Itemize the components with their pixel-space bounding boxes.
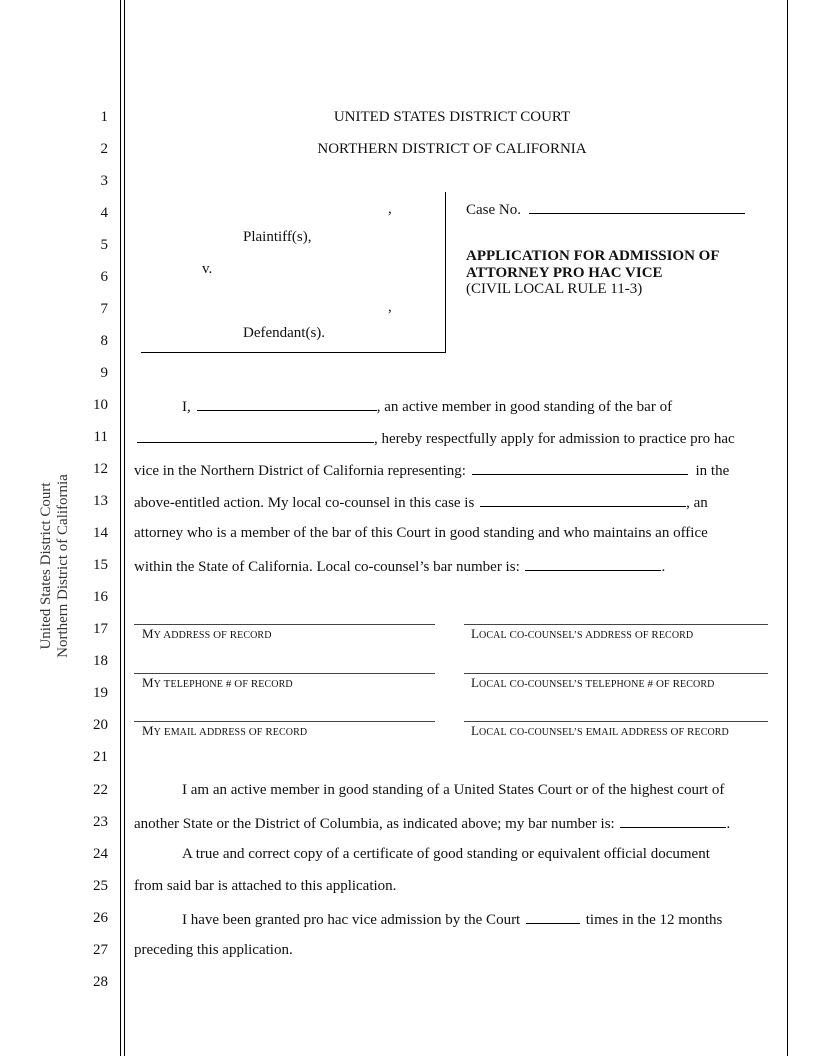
my-phone-label: MY TELEPHONE # OF RECORD [142, 675, 293, 690]
line-number: 9 [100, 365, 108, 381]
caption-divider-vertical [445, 192, 446, 352]
bar-jurisdiction-blank[interactable] [137, 428, 374, 443]
margin-court-line-1: United States District Court [38, 482, 54, 650]
line-number: 15 [93, 557, 108, 573]
line-number: 11 [93, 429, 108, 445]
body-line-26 [182, 909, 722, 929]
line-number: 2 [100, 141, 108, 157]
body-text: . [661, 559, 666, 575]
body-text: I, [182, 399, 191, 415]
case-number-field [466, 199, 745, 219]
body-text: , an active member in good standing of the bar of [376, 399, 673, 415]
case-number-blank[interactable] [529, 199, 745, 214]
line-number: 5 [100, 237, 108, 253]
body-line-24: A true and correct copy of a certificate of good standing or equivalent official document [182, 846, 710, 862]
body-text: above-entitled action. My local co-counsel in this case is [134, 495, 475, 511]
line-number: 21 [93, 749, 108, 765]
party-represented-blank[interactable] [472, 460, 688, 475]
line-number: 27 [93, 942, 108, 958]
line-number: 6 [100, 269, 108, 285]
line-number: 16 [93, 589, 108, 605]
body-text: vice in the Northern District of California representing: [134, 463, 466, 479]
court-district: NORTHERN DISTRICT OF CALIFORNIA [317, 141, 587, 157]
my-email-label: MY EMAIL ADDRESS OF RECORD [142, 723, 308, 738]
line-number: 22 [93, 782, 108, 798]
line-number: 12 [93, 461, 108, 477]
line-number: 19 [93, 685, 108, 701]
line-number: 1 [100, 109, 108, 125]
body-text: , hereby respectfully apply for admission to practice pro hac [374, 431, 735, 447]
line-number: 14 [93, 525, 108, 541]
line-number: 7 [100, 301, 108, 317]
body-line-22: I am an active member in good standing of a United States Court or of the highest court of [182, 782, 725, 798]
co-counsel-address-label: LOCAL CO-COUNSEL’S ADDRESS OF RECORD [471, 626, 694, 641]
body-text: times in the 12 months [585, 912, 723, 928]
line-number: 4 [100, 205, 108, 221]
line-number: 26 [93, 910, 108, 926]
body-line-12 [134, 460, 729, 480]
body-line-10 [182, 396, 672, 416]
body-text: in the [695, 463, 730, 479]
line-number: 18 [93, 653, 108, 669]
document-rule-reference: (CIVIL LOCAL RULE 11-3) [466, 281, 643, 297]
plaintiff-name-comma: , [388, 201, 392, 217]
plaintiff-label: Plaintiff(s), [243, 229, 312, 245]
line-number: 28 [93, 974, 108, 990]
my-address-line[interactable] [134, 624, 435, 625]
body-text: . [726, 816, 731, 832]
body-line-14: attorney who is a member of the bar of this Court in good standing and who maintains an office [134, 525, 708, 541]
body-line-23 [134, 813, 730, 833]
body-line-13 [134, 492, 708, 512]
versus-label: v. [202, 261, 213, 277]
body-text: another State or the District of Columbia, as indicated above; my bar number is: [134, 816, 615, 832]
margin-court-title [38, 461, 72, 671]
left-margin-rule-outer [120, 0, 121, 1056]
body-line-25: from said bar is attached to this application. [134, 878, 397, 894]
attorney-name-blank[interactable] [197, 396, 377, 411]
co-counsel-bar-number-blank[interactable] [525, 556, 661, 571]
defendant-name-comma: , [388, 299, 392, 315]
local-co-counsel-blank[interactable] [480, 492, 686, 507]
my-phone-line[interactable] [134, 673, 435, 674]
margin-court-line-2: Northern District of California [55, 474, 71, 658]
my-address-label: MY ADDRESS OF RECORD [142, 626, 272, 641]
line-number: 23 [93, 814, 108, 830]
line-number: 10 [93, 397, 108, 413]
my-email-line[interactable] [134, 721, 435, 722]
body-line-15 [134, 556, 665, 576]
my-bar-number-blank[interactable] [620, 813, 726, 828]
line-number: 24 [93, 846, 108, 862]
case-number-label: Case No. [466, 202, 521, 218]
right-margin-rule [787, 0, 788, 1056]
body-text: , an [686, 495, 708, 511]
document-title-line-2: ATTORNEY PRO HAC VICE [466, 265, 663, 281]
line-number: 13 [93, 493, 108, 509]
body-line-27: preceding this application. [134, 942, 293, 958]
document-title-line-1: APPLICATION FOR ADMISSION OF [466, 248, 720, 264]
co-counsel-phone-line[interactable] [464, 673, 768, 674]
co-counsel-address-line[interactable] [464, 624, 768, 625]
co-counsel-phone-label: LOCAL CO-COUNSEL’S TELEPHONE # OF RECORD [471, 675, 715, 690]
body-text: I have been granted pro hac vice admission by the Court [182, 912, 521, 928]
co-counsel-email-label: LOCAL CO-COUNSEL’S EMAIL ADDRESS OF RECORD [471, 723, 729, 738]
line-number: 8 [100, 333, 108, 349]
line-number: 20 [93, 717, 108, 733]
line-number: 25 [93, 878, 108, 894]
court-name: UNITED STATES DISTRICT COURT [333, 109, 571, 125]
admission-count-blank[interactable] [526, 909, 580, 924]
left-margin-rule-inner [124, 0, 125, 1056]
line-number: 3 [100, 173, 108, 189]
caption-divider-horizontal [141, 352, 446, 353]
defendant-label: Defendant(s). [243, 325, 326, 341]
body-line-11 [137, 428, 735, 448]
line-number: 17 [93, 621, 108, 637]
co-counsel-email-line[interactable] [464, 721, 768, 722]
body-text: within the State of California. Local co-counsel’s bar number is: [134, 559, 520, 575]
